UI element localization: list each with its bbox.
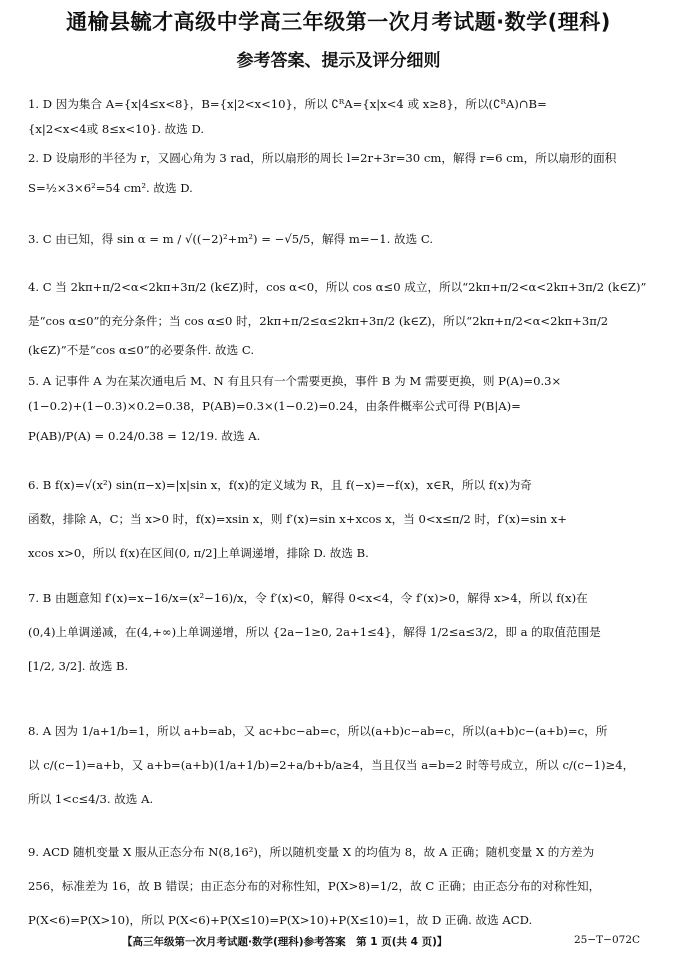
answer-line: 函数，排除 A，C；当 x>0 时，f(x)=xsin x，则 f′(x)=sin x+xcos x，当 0<x≤π/2 时，f′(x)=sin x+ — [28, 512, 567, 526]
answer-line: 4. C 当 2kπ+π/2<α<2kπ+3π/2 (k∈Z)时，cos α<0，所以 cos α≤0 成立，所以“2kπ+π/2<α<2kπ+3π/2 (k∈Z)” — [28, 280, 647, 294]
answer-line: 9. ACD 随机变量 X 服从正态分布 N(8,16²)，所以随机变量 X 的均值为 8，故 A 正确；随机变量 X 的方差为 — [28, 845, 595, 859]
answer-line: P(X<6)=P(X>10)，所以 P(X<6)+P(X≤10)=P(X>10)+P(X≤10)=1，故 D 正确. 故选 ACD. — [28, 913, 533, 927]
answer-item-1 — [28, 92, 653, 142]
answer-line: 3. C 由已知，得 sin α = m / √((−2)²+m²) = −√5/5，解得 m=−1. 故选 C. — [28, 232, 434, 246]
answer-line: 以 c/(c−1)=a+b，又 a+b=(a+b)(1/a+1/b)=2+a/b+b/a≥4，当且仅当 a=b=2 时等号成立，所以 c/(c−1)≥4， — [28, 758, 635, 772]
page-subtitle: 参考答案、提示及评分细则 — [236, 51, 441, 71]
answer-line: xcos x>0，所以 f(x)在区间(0, π/2]上单调递增，排除 D. 故选 B. — [28, 546, 369, 560]
answer-item-4 — [28, 270, 653, 363]
answer-item-2 — [28, 146, 653, 205]
answer-line: 7. B 由题意知 f′(x)=x−16/x=(x²−16)/x，令 f′(x)<0，解得 0<x<4，令 f′(x)>0，解得 x>4，所以 f(x)在 — [28, 591, 588, 605]
answer-item-3 — [28, 222, 653, 256]
answer-line: P(AB)/P(A) = 0.24/0.38 = 12/19. 故选 A. — [28, 429, 261, 443]
answer-line: 6. B f(x)=√(x²) sin(π−x)=|x|sin x，f(x)的定义域为 R，且 f(−x)=−f(x)，x∈R，所以 f(x)为奇 — [28, 478, 532, 492]
footer-page-info: 【高三年级第一次月考试题·数学(理科)参考答案 第 1 页(共 4 页)】 — [122, 936, 448, 948]
answer-item-6 — [28, 468, 653, 570]
answer-line: (1−0.2)+(1−0.3)×0.2=0.38，P(AB)=0.3×(1−0.2)=0.24，由条件概率公式可得 P(B|A)= — [28, 399, 521, 413]
answer-line: (k∈Z)”不是“cos α≤0”的必要条件. 故选 C. — [28, 343, 255, 357]
answer-item-8 — [28, 714, 653, 816]
answer-line: S=½×3×6²=54 cm². 故选 D. — [28, 181, 193, 195]
answer-item-9 — [28, 835, 653, 937]
answer-line: 所以 1<c≤4/3. 故选 A. — [28, 792, 154, 806]
answer-line: 256，标准差为 16，故 B 错误；由正态分布的对称性知，P(X>8)=1/2，故 C 正确；由正态分布的对称性知， — [28, 879, 601, 893]
answer-line: {x|2<x<4或 8≤x<10}. 故选 D. — [28, 122, 205, 136]
answer-line: 1. D 因为集合 A={x|4≤x<8}，B={x|2<x<10}，所以 ∁ᴿA={x|x<4 或 x≥8}，所以(∁ᴿA)∩B= — [28, 97, 547, 111]
answer-line: 是“cos α≤0”的充分条件；当 cos α≤0 时，2kπ+π/2≤α≤2kπ+3π/2 (k∈Z)，所以“2kπ+π/2<α<2kπ+3π/2 — [28, 314, 609, 328]
answer-line: 2. D 设扇形的半径为 r，又圆心角为 3 rad，所以扇形的周长 l=2r+3r=30 cm，解得 r=6 cm，所以扇形的面积 — [28, 151, 617, 165]
page-title: 通榆县毓才高级中学高三年级第一次月考试题·数学(理科) — [66, 10, 611, 34]
answer-line: 5. A 记事件 A 为在某次通电后 M、N 有且只有一个需要更换，事件 B 为 M 需要更换，则 P(A)=0.3× — [28, 374, 562, 388]
answer-line: [1/2, 3/2]. 故选 B. — [28, 659, 129, 673]
answer-item-5 — [28, 369, 653, 453]
footer-doc-code: 25−T−072C — [574, 934, 641, 946]
answer-line: (0,4)上单调递减，在(4,+∞)上单调递增，所以 {2a−1≥0, 2a+1≤4}，解得 1/2≤a≤3/2，即 a 的取值范围是 — [28, 625, 601, 639]
answer-line: 8. A 因为 1/a+1/b=1，所以 a+b=ab，又 ac+bc−ab=c，所以(a+b)c−ab=c，所以(a+b)c−(a+b)=c，所 — [28, 724, 608, 738]
answer-item-7 — [28, 581, 653, 683]
